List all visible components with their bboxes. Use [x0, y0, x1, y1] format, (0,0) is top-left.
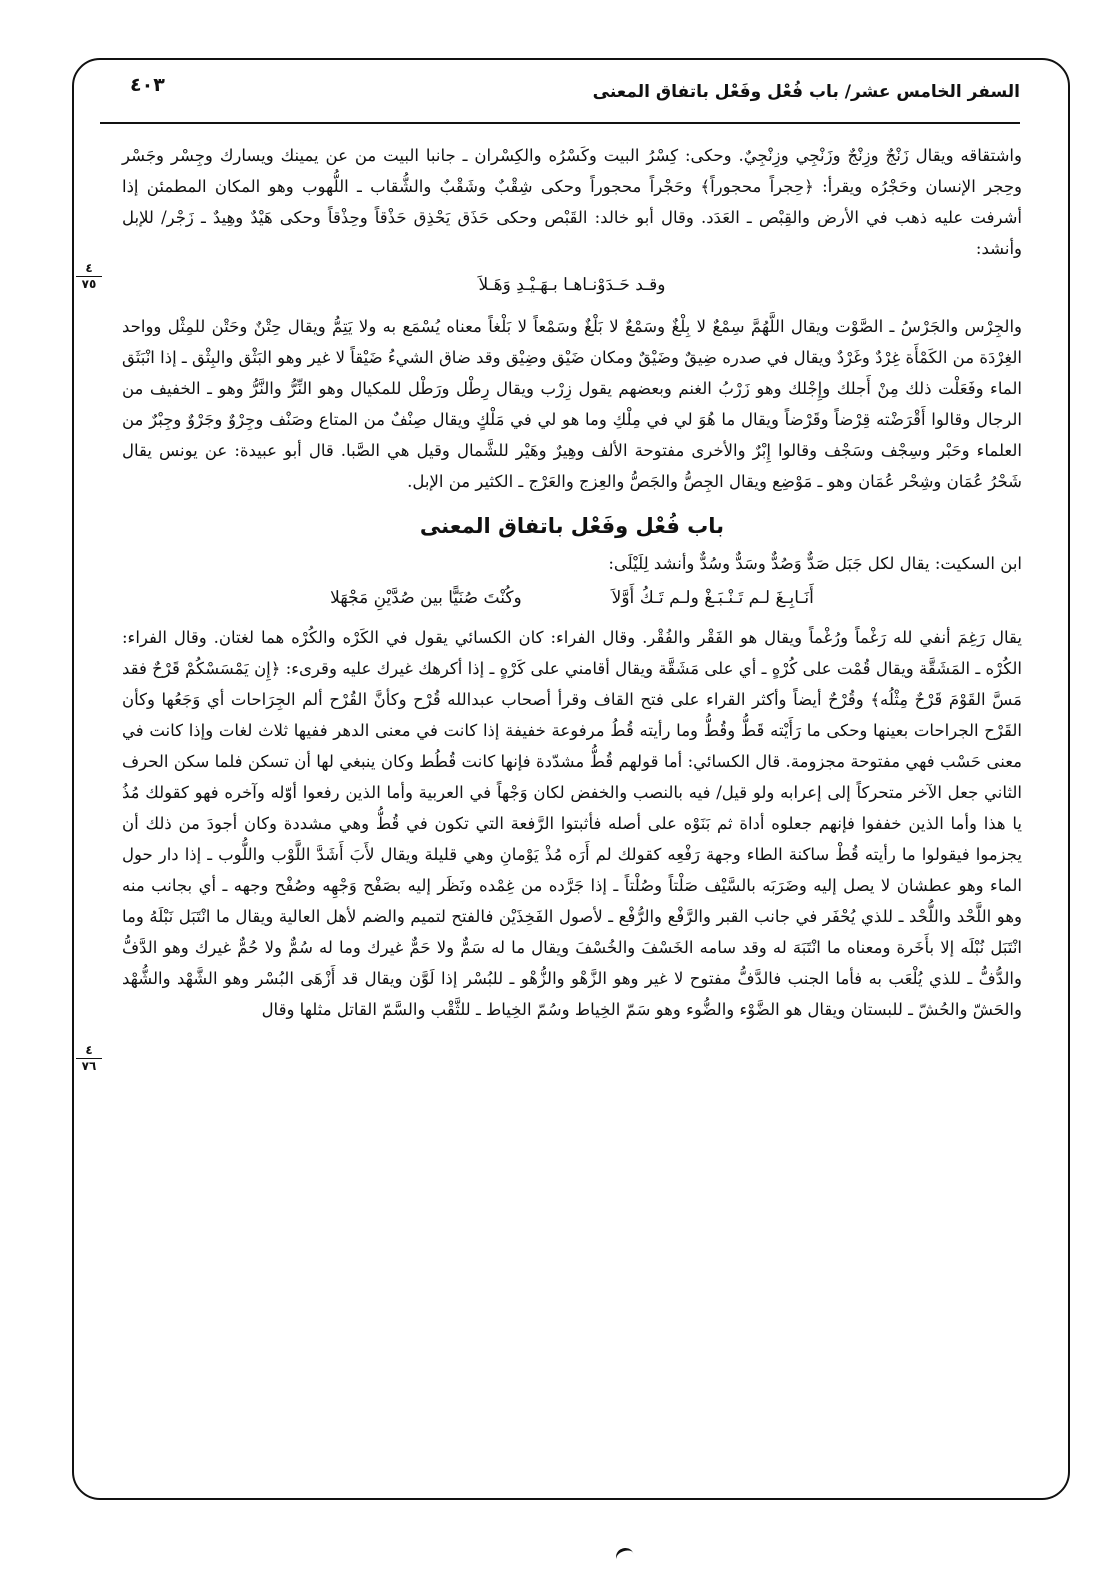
verse-couplet — [122, 583, 1022, 614]
margin-mark-top: ٤ — [85, 1043, 93, 1057]
margin-mark-top: ٤ — [85, 261, 93, 275]
margin-mark-bottom: ٧٦ — [81, 1059, 97, 1073]
paragraph: واشتقاقه ويقال زَنْجٌ وزِنْجٌ وزَنْجِي وزِنْجِيٌ. وحكى: كِسْرُ البيت وكَسْرُه والكِسْران ـ جانبا البيت من عن يمينك ويسارك وجِسْر وجَسْر وحِجر الإنسان وحَجْرُه ويقرأ: ﴿حِجراً محجوراً﴾ وحَجْراً محجوراً وحكى شِقْبٌ وشَقْبٌ والشُّقاب ـ اللُّهوب وهو المكان المطمئن إذا أشرفت عليه ذهب في الأرض والقِبْص ـ العَدَد. وقال أبو خالد: القَبْص وحكى حَذَق يَحْذِق حَذْقاً وحِذْقاً وحكى هَيْدٌ وهِيدٌ ـ زَجْر/ للإبل وأنشد: — [122, 146, 1022, 258]
paragraph: يقال رَغِمَ أنفي لله رَغْماً ورُغْماً ويقال هو الفَقْر والفُقْر. وقال الفراء: كان الكسائي يقول في الكَرْه والكُرْه هما لغتان. وقال الفراء: الكُرْه ـ المَشَقَّة ويقال قُمْت على كُرْهٍ ـ أي على مَشَقَّة ويقال أقامني على كَرْهٍ ـ إذا أكرهك غيرك عليه وقرىء: ﴿إِن يَمْسَسْكُمْ قَرْحٌ فقد مَسَّ القَوْمَ قَرْحٌ مِثْلُه﴾ وقُرْحٌ أيضاً وأكثر القراء على فتح القاف وقرأ أصحاب عبدالله قُرْح وكأنَّ القُرْح ألم الجِرَاحات أي وَجَعُها وكأن القَرْح الجراحات بعينها وحكى ما رَأَيْته قَطُّ وقُطُّ وما رأيته قُطُ مرفوعة خفيفة إذا كانت في معنى الدهر ففيها ثلاث لغات وإذا كانت في معنى حَسْب فهي مفتوحة مجزومة. قال الكسائي: أما قولهم قُطُّ مشدّدة فإنها كانت قُطُط وكان ينبغي لها أن تسكن فلما سكن الحرف الثاني جعل الآخر متحركاً إلى إعرابه ولو قيل/ فيه بالنصب والخفض لكان وَجْهاً في العربية وأما الذين رفعوا أوّله وآخره فهو كقولك مُذُ يا هذا وأما الذين خففوا فإنهم جعلوه أداة ثم بَنَوْه على أصله فأثبتوا الرَّفعة التي تكون في قُطُّ وهي مشددة وكان أجودَ من ذلك أن يجزموا فيقولوا ما رأيته قُطْ ساكنة الطاء وجهة رَفْعِه كقولك لم أَرَه مُذْ يَوْمانِ وهي قليلة ويقال لأَبَ أَشَدَّ اللَّوْب واللُّوب ـ إذا دار حول الماء وهو عطشان لا يصل إليه وضَرَبَه بالسَّيْف صَلْتاً وصُلْتاً ـ إذا جَرَّده من غِمْده ونَظَر إليه بصَفْح وَجْهِه وصُفْح وجهه ـ أي بجانب منه وهو اللَّحْد واللُّحْد ـ للذي يُحْفَر في جانب القبر والرَّفْع والرُّفْع ـ لأصول الفَخِذَيْن فالفتح لتميم والضم لأهل العالية ويقال ما انْتَبَل نَبْلَهُ وما انْتَبَل نُبْلَه إلا بأَخَرة ومعناه ما انْتَبَهَ له وقد سامه الخَسْفَ والخُسْفَ ويقال ما له سَمٌّ ولا حَمٌّ غيرك وما له سُمٌّ ولا حُمٌّ غيرك وهو الدَّفُّ والدُّفُّ ـ للذي يُلْعَب به فأما الجنب فالدَّفُّ مفتوح لا غير وهو الزَّهْو والزُّهْو ـ للبُسْر إذا لَوَّن ويقال قد أَزْهَى البُسْر وهو الشَّهْد والشُّهْد والحَشّ والحُشّ ـ للبستان ويقال هو الضَّوْء والضُّوء وهو سَمّ الخِياط وسُمّ الخِياط ـ للثَّقْب والسَّمّ القاتل مثلها وقال — [122, 628, 1022, 1019]
running-title: السفر الخامس عشر/ باب فُعْل وفَعْل باتفاق المعنى — [592, 82, 1020, 102]
verse-hemistich-second: وكُنْتَ صُنَيًّا بين صُدَّيْنِ مَجْهَلا — [330, 588, 522, 608]
page-header — [100, 70, 1020, 116]
section-heading: باب فُعْل وفَعْل باتفاق المعنى — [419, 514, 725, 538]
page-tail-mark — [614, 1545, 637, 1567]
verse-hemistich-first: أَنَـابِـغَ لـم تَـنْـبَـغْ ولـم تَـكُ أَوَّلاَ — [611, 588, 814, 608]
paragraph: والجِرْس والجَرْسُ ـ الصَّوْت ويقال اللَّهُمَّ سِمْعٌ لا بِلْغٌ وسَمْعٌ لا بَلْغٌ وسَمْعاً لا بَلْغاً معناه يُسْمَع به ولا يَتِمُّ ويقال حِتْنٌ وحَتْن للمِثْل وواحد الغِرْدَة من الكَمْأَة غِرْدٌ وغَرْدٌ ويقال في صدره ضِيقٌ وضَيْقٌ ومكان ضَيْق وضِيْق وقد ضاق الشيءُ ضَيْقاً لا غير وهو البَثْق والبِثْق ـ إذا انْبَثَق الماء وفَعَلْت ذلك مِنْ أَجلك وإِجْلك وهو زَرْبُ الغنم وبعضهم يقول زِرْب ويقال رِطْل ورَطْل للمكيال وهو النِّرُّ والنَّرُّ وهو ـ الخفيف من الرجال وقالوا أَقْرَضْته قِرْضاً وقَرْضاً ويقال ما هُوَ لي في مِلْكِ وما هو لي في مَلْكٍ ويقال صِنْفٌ من المتاع وصَنْف وجِرْوٌ وجَرْوٌ وجِبْرٌ من العلماء وحَبْر وسِجْف وسَجْف وقالوا إِبْرٌ والأخرى مفتوحة الألف وهِيرٌ وهَيْر للشَّمال وقيل هي الصَّبا. قال أبو عبيدة: عن يونس يقال شَحْرُ عُمَان وشِحْر عُمَان وهو ـ مَوْضِع ويقال الجِصُّ والجَصُّ والعِزج والعَرْج ـ الكثير من الإبل. — [122, 317, 1022, 491]
header-rule — [100, 122, 1020, 124]
margin-mark — [76, 262, 102, 291]
margin-mark — [76, 1044, 102, 1073]
paragraph: ابن السكيت: يقال لكل جَبَل صَدٌّ وَصُدٌّ وسَدٌّ وسُدٌّ وأنشد لِلَيْلَى: — [608, 554, 1022, 573]
body-text — [122, 140, 1022, 1025]
verse: وقـد حَـدَوْنـاهـا بـهَـيْـدِ وَهَـلاَ — [478, 275, 666, 295]
margin-mark-bottom: ٧٥ — [81, 277, 97, 291]
page-number: ٤٠٣ — [130, 74, 165, 96]
